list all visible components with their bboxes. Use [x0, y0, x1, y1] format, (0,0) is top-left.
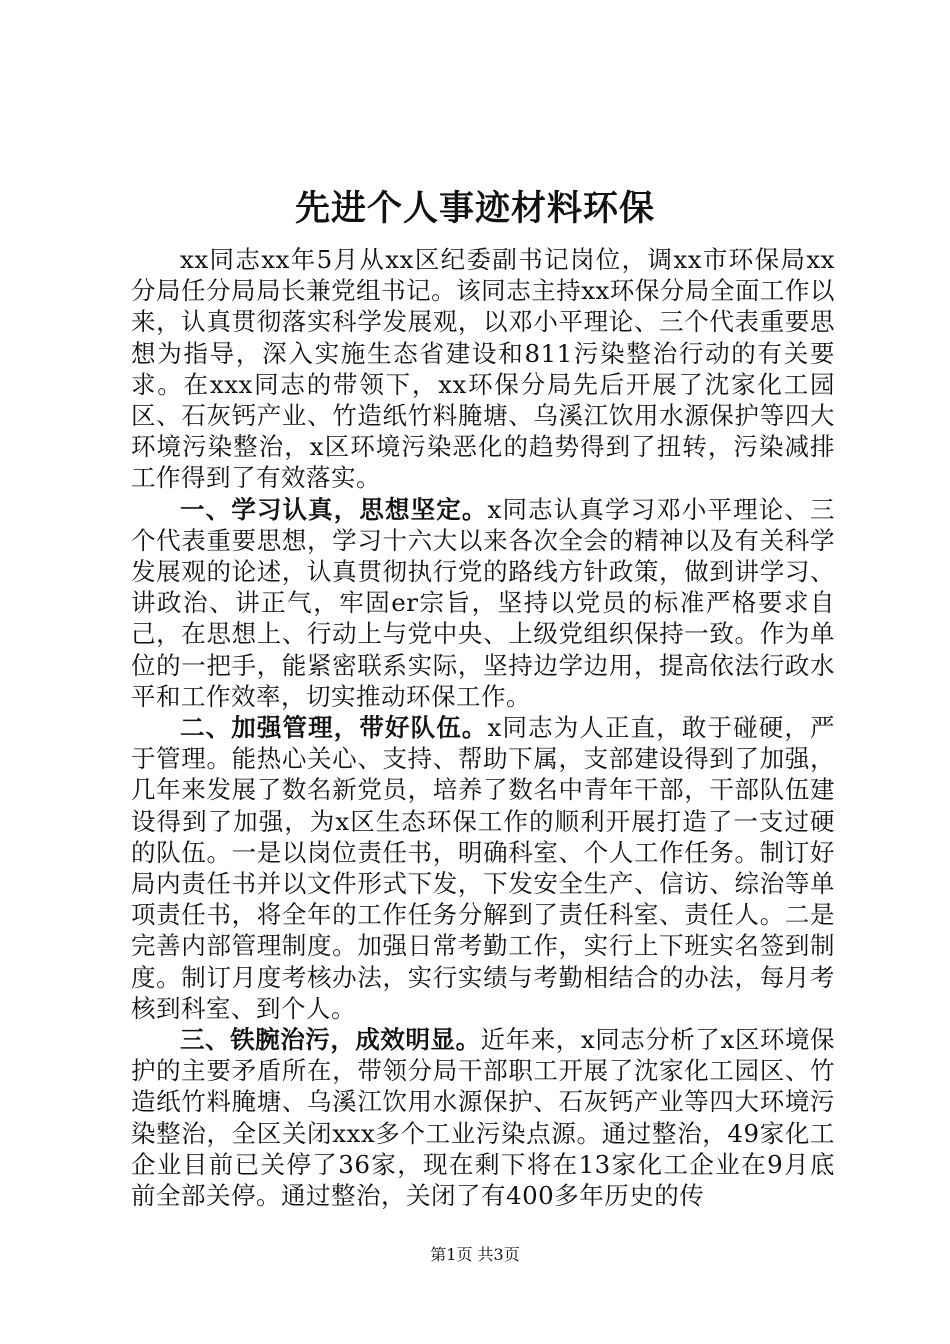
- paragraph-text: x同志为人正直，敢于碰硬，严于管理。能热心关心、支持、帮助下属，支部建设得到了加强，几年来发展了数名新党员，培养了数名中青年干部，干部队伍建设得到了加强，为x区生态环保工作的顺利开展打造了一支过硬的队伍。一是以岗位责任书，明确科室、个人工作任务。制订好局内责任书并以文件形式下发，下发安全生产、信访、综治等单项责任书，将全年的工作任务分解到了责任科室、责任人。二是完善内部管理制度。加强日常考勤工作，实行上下班实名签到制度。制订月度考核办法，实行实绩与考勤相结合的办法，每月考核到科室、到个人。: [131, 713, 835, 1023]
- paragraph-text: xx同志xx年5月从xx区纪委副书记岗位，调xx市环保局xx分局任分局局长兼党组书记。该同志主持xx环保分局全面工作以来，认真贯彻落实科学发展观，以邓小平理论、三个代表重要思想为指导，深入实施生态省建设和811污染整治行动的有关要求。在xxx同志的带领下，xx环保分局先后开展了沈家化工园区、石灰钙产业、竹造纸竹料腌塘、乌溪江饮用水源保护等四大环境污染整治，x区环境污染恶化的趋势得到了扭转，污染减排工作得到了有效落实。: [131, 245, 835, 493]
- paragraph-study: [131, 494, 835, 712]
- paragraph-pollution: [131, 1024, 835, 1211]
- paragraph-text: x同志认真学习邓小平理论、三个代表重要思想，学习十六大以来各次全会的精神以及有关科学发展观的论述，认真贯彻执行党的路线方针政策，做到讲学习、讲政治、讲正气，牢固er宗旨，坚持以党员的标准严格要求自己，在思想上、行动上与党中央、上级党组织保持一致。作为单位的一把手，能紧密联系实际，坚持边学边用，提高依法行政水平和工作效率，切实推动环保工作。: [131, 494, 835, 711]
- paragraph-lead: 二、加强管理，带好队伍。: [180, 713, 488, 743]
- document-title: 先进个人事迹材料环保: [294, 188, 655, 229]
- paragraph-management: [131, 712, 835, 1024]
- document-body: [131, 244, 835, 1211]
- page-number-footer: 第1页 共3页: [430, 1245, 520, 1264]
- paragraph-intro: [131, 244, 835, 494]
- paragraph-text: 近年来，x同志分析了x区环境保护的主要矛盾所在，带领分局干部职工开展了沈家化工园区、竹造纸竹料腌塘、乌溪江饮用水源保护、石灰钙产业等四大环境污染整治，全区关闭xxx多个工业污染点源。通过整治，49家化工企业目前已关停了36家，现在剩下将在13家化工企业在9月底前全部关停。通过整治，关闭了有400多年历史的传: [131, 1025, 836, 1211]
- paragraph-lead: 一、学习认真，思想坚定。: [180, 494, 488, 524]
- paragraph-lead: 三、铁腕治污，成效明显。: [180, 1025, 481, 1055]
